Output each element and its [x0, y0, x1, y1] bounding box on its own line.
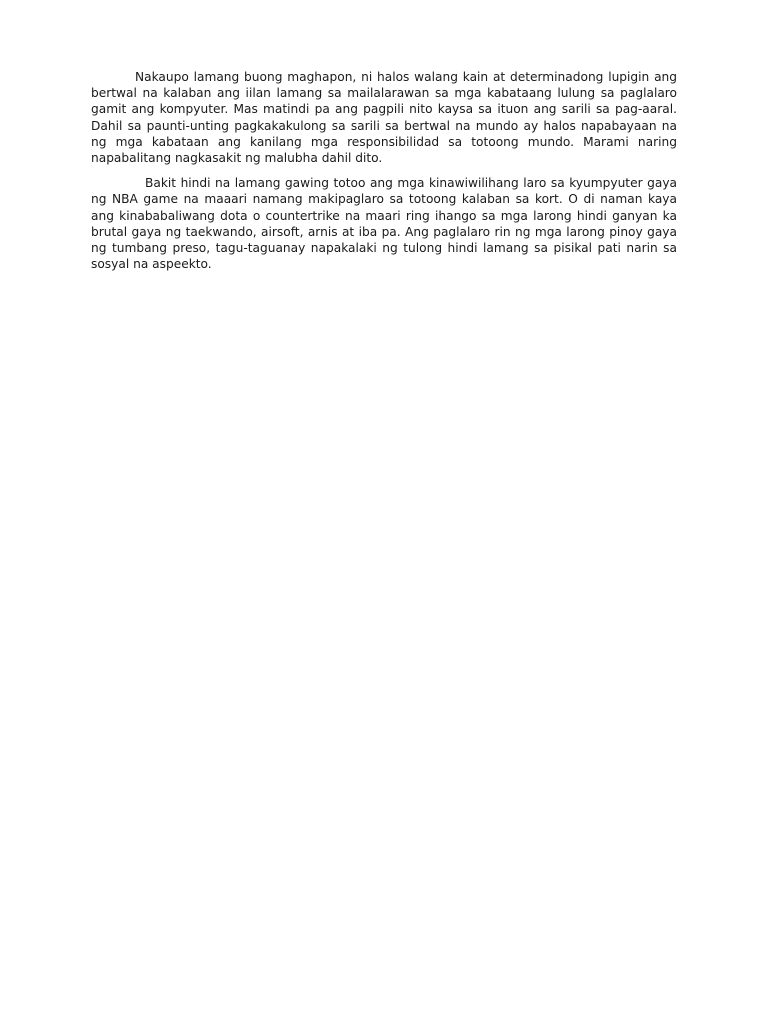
paragraph-1: Nakaupo lamang buong maghapon, ni halos walang kain at determinadong lupigin ang bertwal na kalaban ang iilan lamang sa mailalarawan sa mga kabataang lulung sa paglalaro gamit ang kompyuter. Mas matindi pa ang pagpili nito kaysa sa ituon ang sarili sa pag-aaral. Dahil sa paunti-unting pagkakakulong sa sarili sa bertwal na mundo ay halos napabayaan na ng mga kabataan ang kanilang mga responsibilidad sa totoong mundo. Marami naring napabalitang nagkasakit ng malubha dahil dito.	[91, 70, 677, 166]
paragraph-2: Bakit hindi na lamang gawing totoo ang mga kinawiwilihang laro sa kyumpyuter gaya ng NBA game na maaari namang makipaglaro sa totoong kalaban sa kort. O di naman kaya ang kinababaliwang dota o countertrike na maari ring ihango sa mga larong hindi ganyan ka brutal gaya ng taekwando, airsoft, arnis at iba pa. Ang paglalaro rin ng mga larong pinoy gaya ng tumbang preso, tagu-taguanay napakalaki ng tulong hindi lamang sa pisikal pati narin sa sosyal na aspeekto.	[91, 176, 677, 272]
document-body	[91, 69, 677, 272]
